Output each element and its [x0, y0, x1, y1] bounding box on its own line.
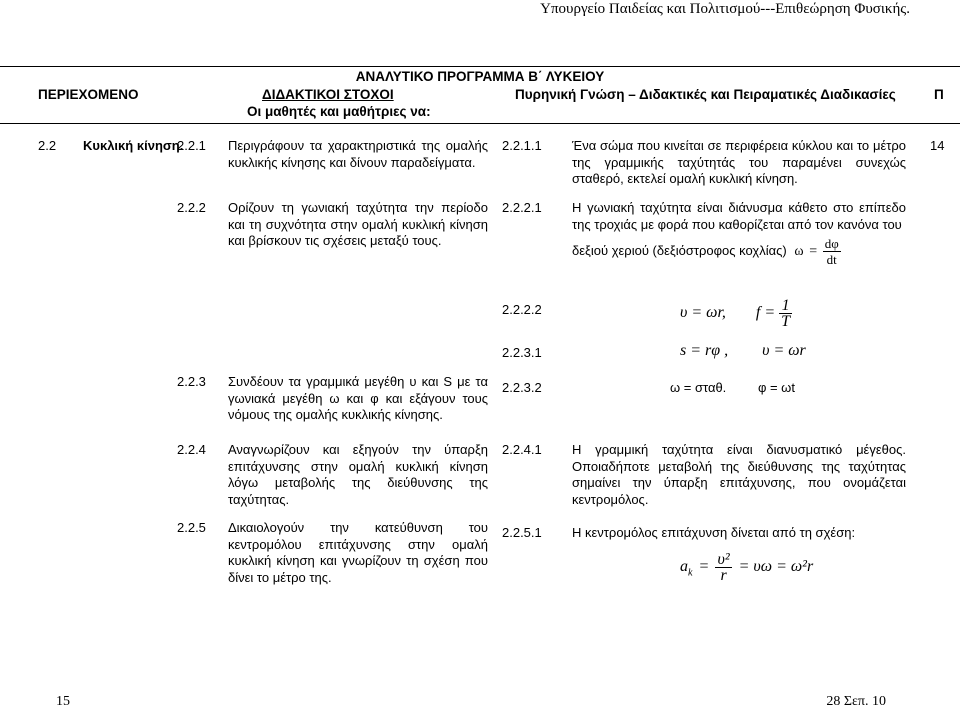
objective-number: 2.2.4	[177, 442, 206, 457]
objective-text: Περιγράφουν τα χαρακτηριστικά της ομαλής κυκλικής κίνησης και δίνουν παραδείγματα.	[228, 138, 488, 170]
core-text-line2: δεξιού χεριού (δεξιόστροφος κοχλίας)	[572, 242, 787, 258]
formula-rest: = υω = ω²r	[738, 558, 814, 576]
equals-sign: =	[809, 243, 818, 259]
angular-velocity-definition	[572, 236, 841, 267]
table-top-border	[0, 66, 960, 67]
core-text: Η κεντρομόλος επιτάχυνση δίνεται από τη σχέση:	[572, 525, 856, 540]
objective-number: 2.2.1	[177, 138, 206, 153]
objective-text: Αναγνωρίζουν και εξηγούν την ύπαρξη επιτάχυνσης στην ομαλή κυκλική κίνηση λόγω μεταβολής της διεύθυνσης της ταχύτητας.	[228, 442, 488, 507]
core-number: 2.2.1.1	[502, 138, 542, 153]
fraction-denominator: T	[781, 313, 791, 330]
omega-constant: ω = σταθ.	[670, 380, 727, 395]
accel-subscript: k	[688, 567, 693, 579]
velocity-frequency-equations	[680, 298, 792, 329]
periods-header: Π	[934, 87, 944, 102]
fraction-denominator: r	[720, 567, 727, 584]
fraction-numerator: 1	[779, 298, 792, 314]
dphi-dt-fraction	[823, 236, 841, 267]
omega-symbol: ω	[794, 243, 804, 259]
v2-over-r-fraction	[715, 552, 731, 583]
core-text: Η γραμμική ταχύτητα είναι διανυσματικό μέγεθος. Οποιαδήποτε μεταβολή της διεύθυνσης της ταχύτητας σημαίνει την ύπαρξη επιτάχυνσης, που ονομάζεται κεντρομόλος.	[572, 442, 906, 507]
velocity-equation: υ = ωr,	[680, 304, 726, 322]
arc-length-equation: s = rφ ,	[680, 342, 729, 359]
centripetal-acceleration-formula	[680, 552, 813, 583]
accel-symbol: a	[680, 558, 688, 576]
velocity-equation: υ = ωr	[762, 342, 806, 359]
section-number: 2.2	[38, 138, 57, 153]
objective-number: 2.2.5	[177, 520, 206, 535]
footer-date: 28 Σεπ. 10	[826, 694, 886, 709]
frequency-lhs: f =	[755, 304, 776, 322]
objective-number: 2.2.3	[177, 374, 206, 389]
objective-text: Ορίζουν τη γωνιακή ταχύτητα την περίοδο και τη συχνότητα στην ομαλή κυκλική κίνηση και βρίσκουν τις σχέσεις μεταξύ τους.	[228, 200, 488, 248]
linear-angular-relations	[680, 342, 806, 360]
core-number: 2.2.2.1	[502, 200, 542, 215]
core-number: 2.2.4.1	[502, 442, 542, 457]
objective-number: 2.2.2	[177, 200, 206, 215]
ministry-header: Υπουργείο Παιδείας και Πολιτισμού---Επιθεώρηση Φυσικής.	[540, 1, 910, 17]
fraction-numerator: dφ	[824, 236, 839, 251]
equals-sign: =	[699, 558, 709, 576]
one-over-T-fraction	[779, 298, 792, 329]
core-header-text: Πυρηνική Γνώση – Διδακτικές και Πειραματικές Διαδικασίες	[515, 87, 896, 102]
objective-text: Συνδέουν τα γραμμικά μεγέθη υ και S με τα γωνιακά μεγέθη ω και φ και εξάγουν τους νόμους της ομαλής κυκλικής κίνησης.	[228, 374, 488, 422]
objective-text: Δικαιολογούν την κατεύθυνση του κεντρομόλου επιτάχυνσης στην ομαλή κυκλική κίνηση και γνωρίζουν τη σχέση που δίνει το μέτρο της.	[228, 520, 488, 585]
page-number: 15	[56, 694, 70, 709]
core-number: 2.2.3.2	[502, 380, 542, 395]
core-number: 2.2.2.2	[502, 302, 542, 317]
contents-header: ΠΕΡΙΕΧΟΜΕΝΟ	[38, 87, 139, 102]
core-text: Ένα σώμα που κινείται σε περιφέρεια κύκλου και το μέτρο της γραμμικής ταχύτητάς του παραμένει συνεχώς σταθερό, εκτελεί ομαλή κυκλική κίνηση.	[572, 138, 906, 186]
section-periods: 14	[930, 138, 945, 153]
table-header-border	[0, 123, 960, 124]
core-header	[515, 87, 896, 102]
fraction-numerator: υ²	[717, 551, 730, 568]
uniform-motion-laws	[670, 380, 795, 395]
fraction-denominator: dt	[826, 252, 837, 267]
objectives-header: ΔΙΔΑΚΤΙΚΟΙ ΣΤΟΧΟΙ	[262, 87, 394, 102]
phi-equation: φ = ωt	[757, 380, 795, 395]
program-title: ΑΝΑΛΥΤΙΚΟ ΠΡΟΓΡΑΜΜΑ Β΄ ΛΥΚΕΙΟΥ	[355, 69, 605, 84]
core-number: 2.2.5.1	[502, 525, 542, 540]
objectives-subheader: Οι μαθητές και μαθήτριες να:	[247, 104, 431, 119]
core-text: Η γωνιακή ταχύτητα είναι διάνυσμα κάθετο στο επίπεδο της τροχιάς με φορά που καθορίζεται από τον κανόνα του	[572, 200, 906, 232]
core-number: 2.2.3.1	[502, 345, 542, 360]
section-title: Κυκλική κίνηση.	[83, 138, 184, 153]
